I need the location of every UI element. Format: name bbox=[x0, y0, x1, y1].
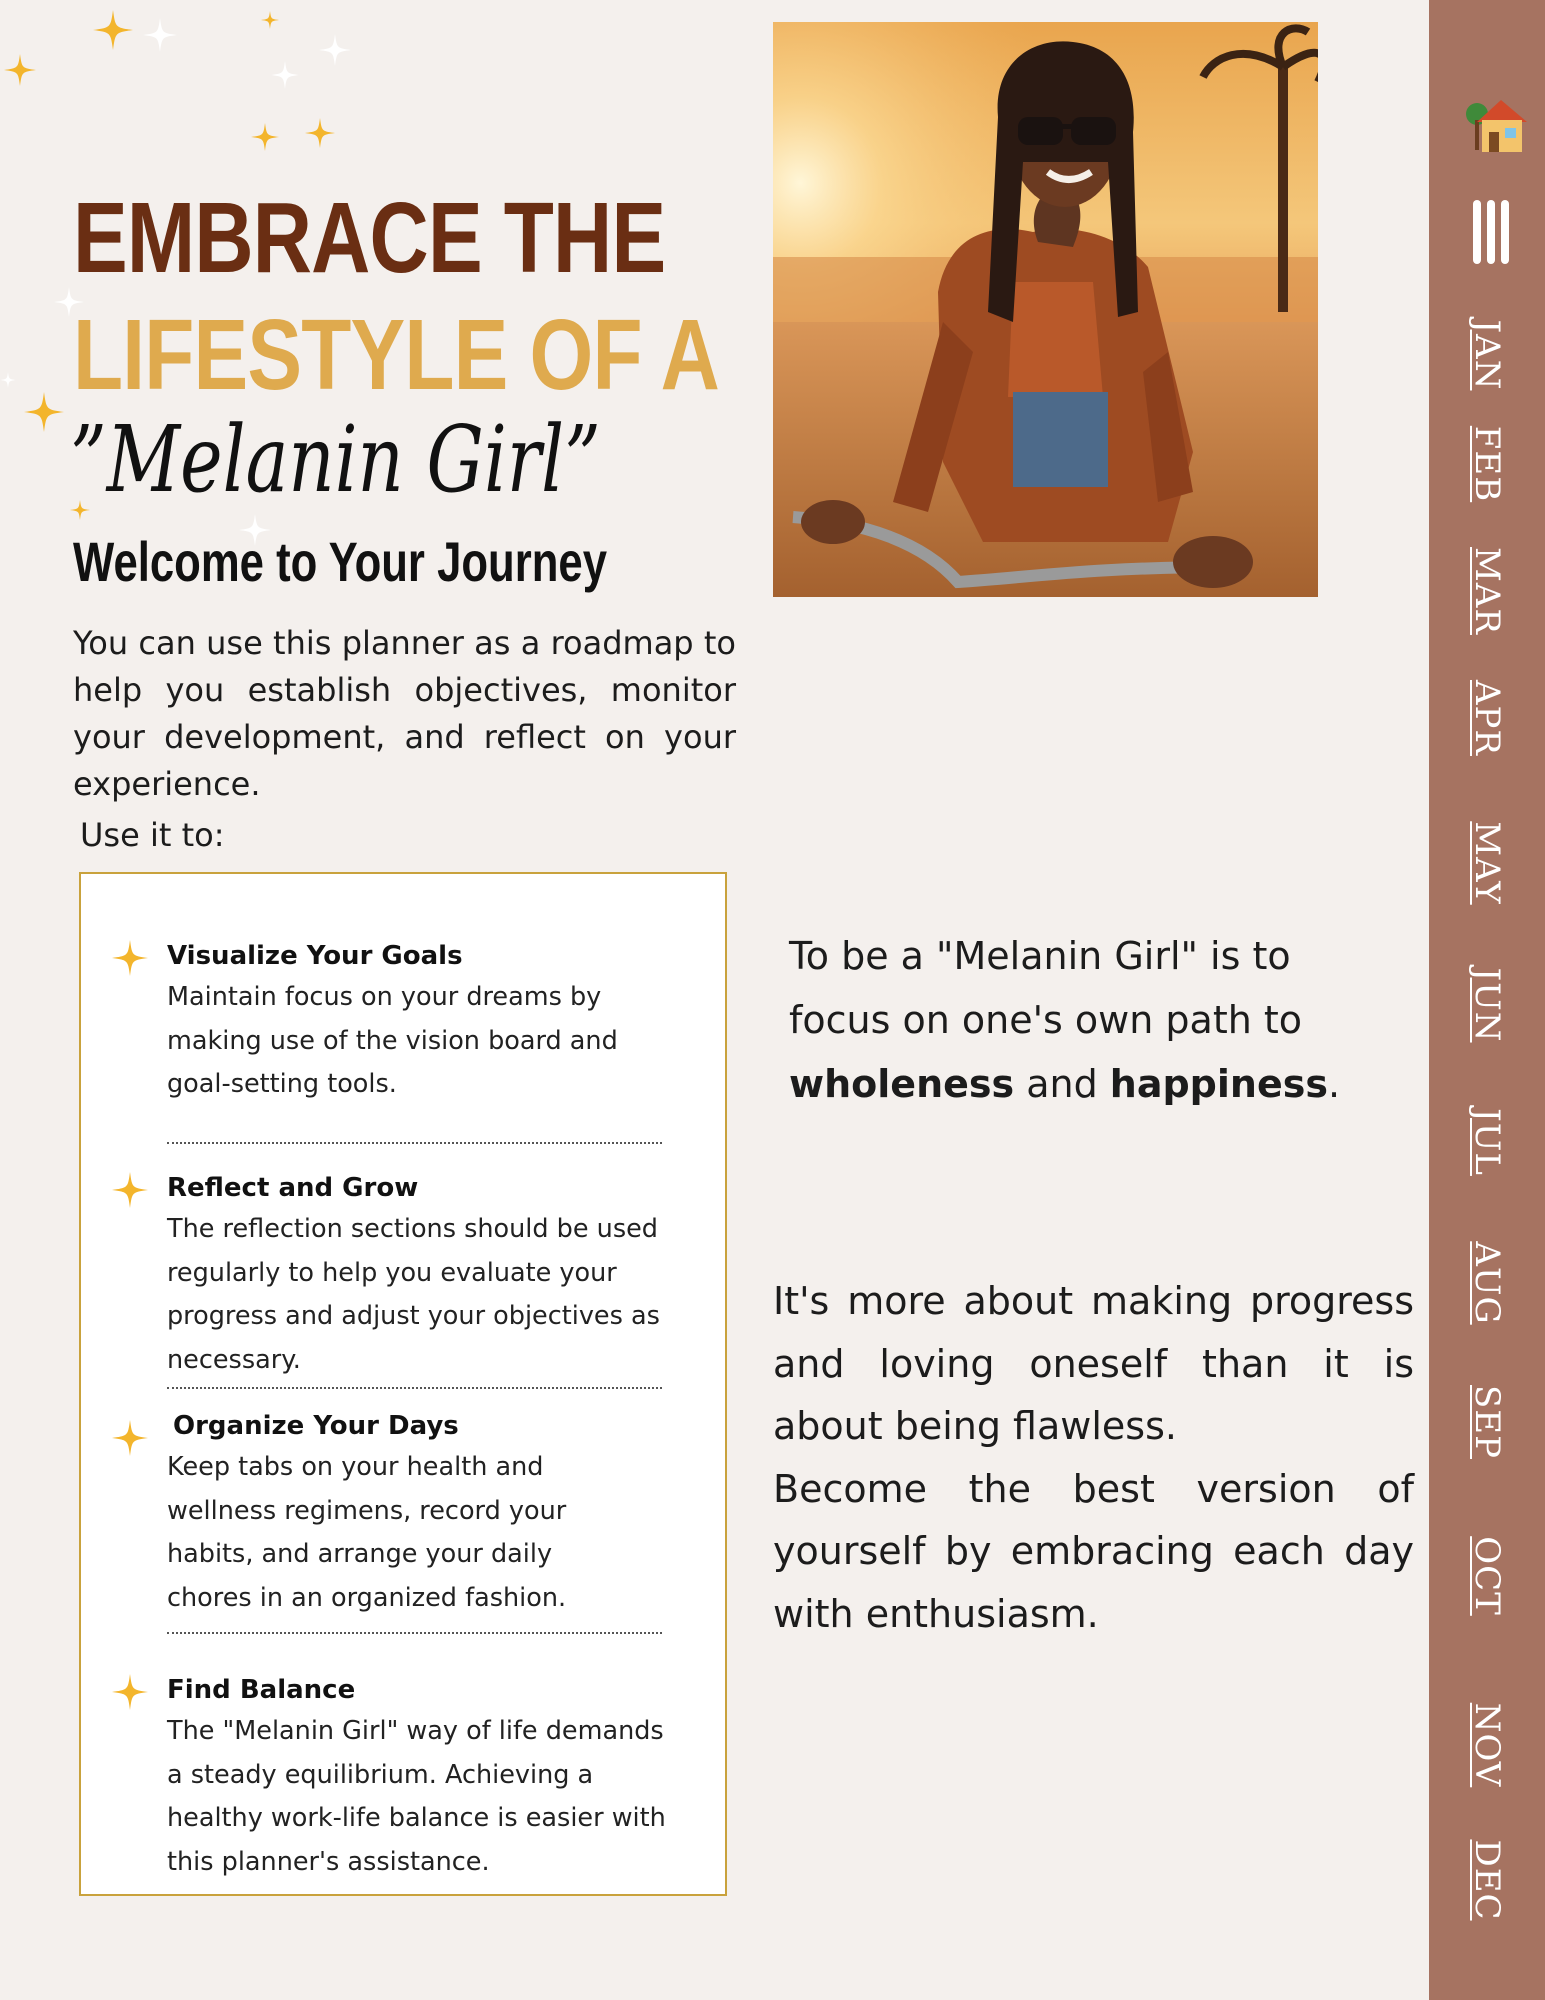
feature-body: The reflection sections should be used regularly to help you evaluate your progress and adjust your objectives as necessary. bbox=[167, 1214, 660, 1375]
hero-photo bbox=[773, 22, 1318, 597]
progress-quote-line-2: Become the best version of yourself by embracing each day with enthusiasm. bbox=[773, 1466, 1414, 1636]
bold-wholeness: wholeness bbox=[789, 1062, 1015, 1106]
sparkle-bullet-icon bbox=[112, 1172, 148, 1208]
feature-body: Maintain focus on your dreams by making use of the vision board and goal-setting tools. bbox=[167, 982, 618, 1099]
feature-item-visualize bbox=[167, 936, 667, 1107]
month-tab-aug[interactable]: AUG bbox=[1467, 1241, 1507, 1325]
month-sidebar bbox=[1429, 0, 1545, 2000]
feature-body: Keep tabs on your health and wellness regimens, record your habits, and arrange your daily chores in an organized fashion. bbox=[167, 1452, 567, 1613]
bold-happiness: happiness bbox=[1109, 1062, 1328, 1106]
month-tab-jan[interactable]: JAN bbox=[1467, 319, 1507, 391]
page-subtitle: Welcome to Your Journey bbox=[73, 530, 607, 593]
sparkle-bullet-icon bbox=[112, 940, 148, 976]
month-tab-jul[interactable]: JUL bbox=[1467, 1108, 1507, 1176]
month-tab-oct[interactable]: OCT bbox=[1467, 1536, 1507, 1616]
month-tab-apr[interactable]: APR bbox=[1467, 679, 1507, 757]
month-tab-sep[interactable]: SEP bbox=[1467, 1385, 1507, 1459]
month-tab-feb[interactable]: FEB bbox=[1467, 425, 1507, 503]
title-line-1: EMBRACE THE bbox=[73, 182, 666, 294]
sparkle-bullet-icon bbox=[112, 1420, 148, 1456]
progress-quote-line-1: It's more about making progress and loving oneself than it is about being flawless. bbox=[773, 1279, 1414, 1448]
feature-title: Visualize Your Goals bbox=[167, 941, 463, 971]
script-title: ”Melanin Girl” bbox=[70, 406, 601, 513]
month-tab-mar[interactable]: MAR bbox=[1467, 547, 1507, 635]
menu-icon[interactable] bbox=[1473, 200, 1503, 264]
feature-item-reflect bbox=[167, 1168, 667, 1382]
month-tab-dec[interactable]: DEC bbox=[1467, 1839, 1507, 1921]
use-it-label: Use it to: bbox=[80, 816, 225, 854]
feature-item-organize bbox=[167, 1406, 667, 1620]
feature-list-box bbox=[79, 872, 727, 1896]
month-tab-may[interactable]: MAY bbox=[1467, 821, 1507, 905]
title-line-2: LIFESTYLE OF A bbox=[73, 299, 720, 411]
feature-item-balance bbox=[167, 1670, 667, 1884]
feature-divider bbox=[167, 1142, 662, 1144]
feature-body: The "Melanin Girl" way of life demands a steady equilibrium. Achieving a healthy work-life balance is easier with this planner's assistance. bbox=[167, 1716, 666, 1877]
progress-quote bbox=[773, 1270, 1414, 1645]
feature-title: Organize Your Days bbox=[173, 1411, 459, 1441]
feature-divider bbox=[167, 1387, 662, 1389]
home-icon[interactable] bbox=[1463, 92, 1533, 156]
month-tab-nov[interactable]: NOV bbox=[1467, 1702, 1507, 1788]
sparkle-bullet-icon bbox=[112, 1674, 148, 1710]
feature-title: Reflect and Grow bbox=[167, 1173, 419, 1203]
melanin-girl-quote: To be a "Melanin Girl" is to focus on one's own path to wholeness and happiness. bbox=[789, 934, 1341, 1106]
feature-title: Find Balance bbox=[167, 1675, 356, 1705]
month-tab-jun[interactable]: JUN bbox=[1467, 967, 1507, 1043]
feature-divider bbox=[167, 1632, 662, 1634]
intro-paragraph: You can use this planner as a roadmap to help you establish objectives, monitor your development, and reflect on your experience. bbox=[73, 624, 736, 803]
